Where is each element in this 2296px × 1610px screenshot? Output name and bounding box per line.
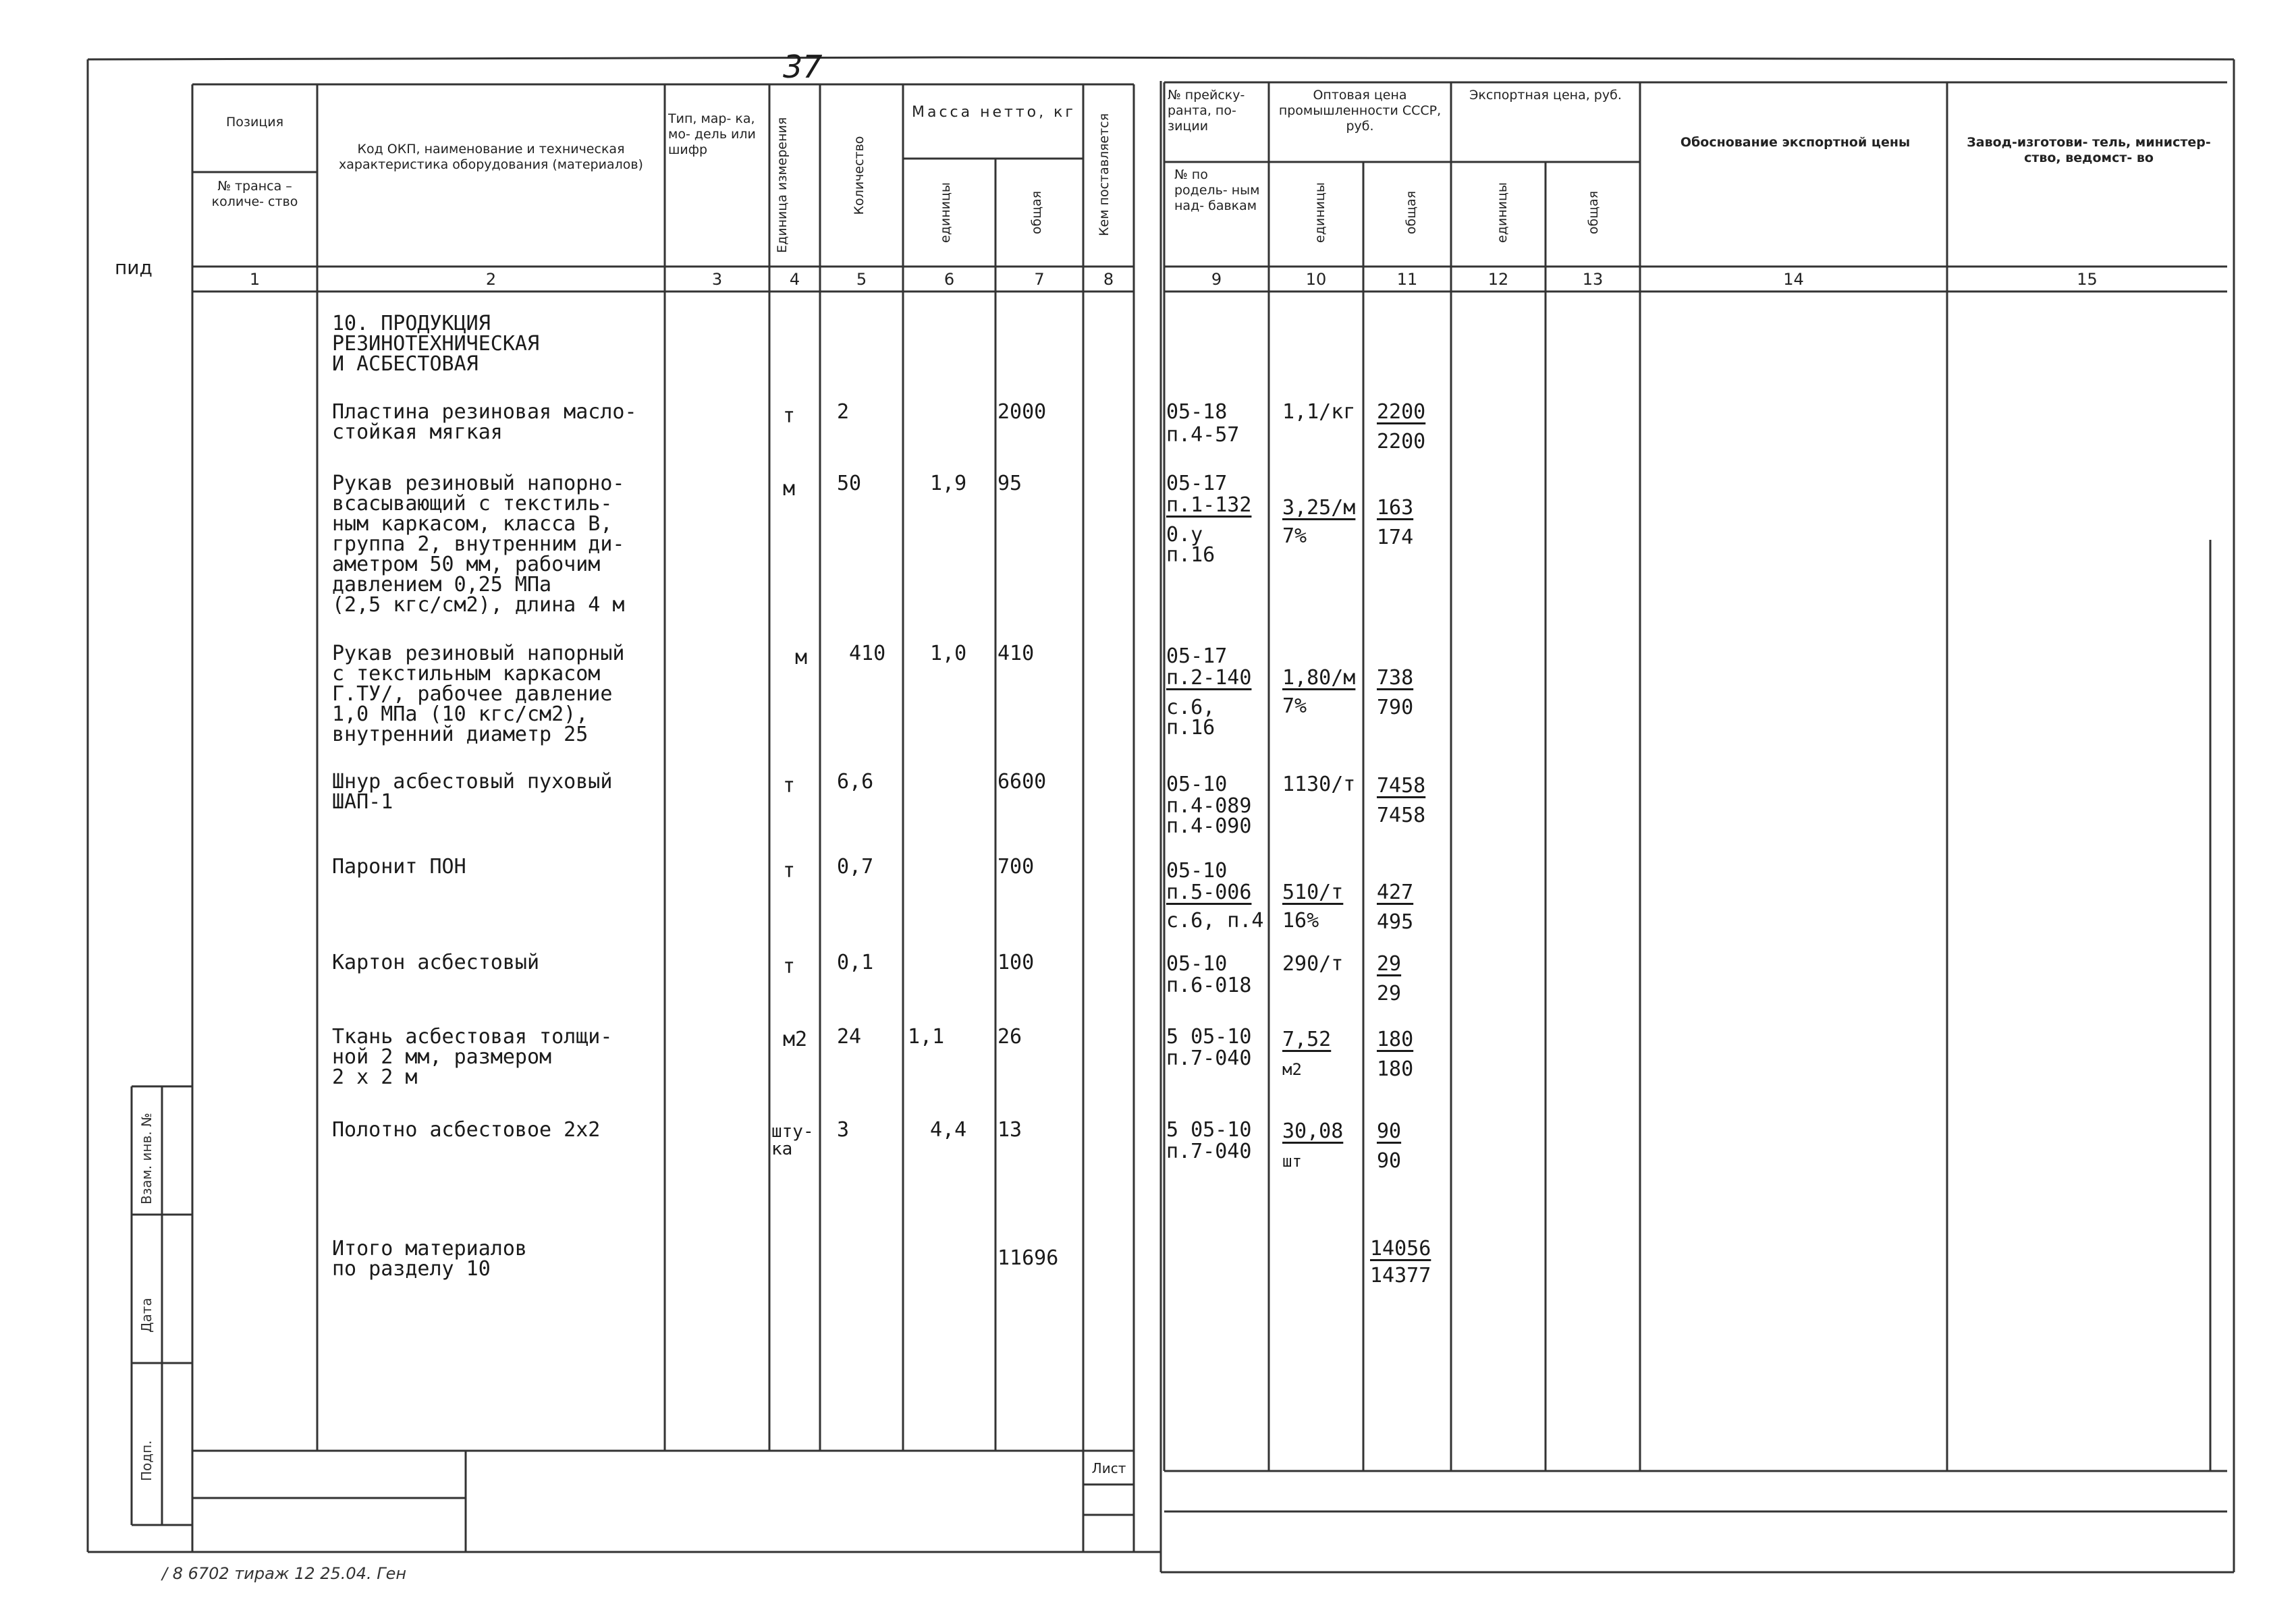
item-name: Паронит ПОН bbox=[332, 855, 466, 879]
item-price-total: 163 bbox=[1377, 496, 1414, 520]
col-number: 2 bbox=[485, 270, 497, 289]
item-unit: т bbox=[783, 955, 796, 978]
sheet-label: Лист bbox=[1091, 1460, 1126, 1476]
item-price-ref: 5 05-10 bbox=[1166, 1025, 1252, 1049]
item-surcharge-percent: 16% bbox=[1282, 909, 1319, 933]
section-total-price: 14056 bbox=[1370, 1237, 1431, 1260]
item-quantity: 0,7 bbox=[837, 855, 874, 879]
side-label-replace: Взам. инв. № bbox=[138, 1113, 155, 1204]
item-price-ref: 5 05-10 bbox=[1166, 1118, 1252, 1142]
item-price-ref: 05-10 bbox=[1166, 952, 1228, 976]
item-mass-unit: 4,4 bbox=[930, 1118, 967, 1142]
col-number: 14 bbox=[1783, 270, 1804, 289]
section-total-mass: 11696 bbox=[997, 1246, 1059, 1270]
header-mass: Масса нетто, кг bbox=[912, 104, 1076, 121]
page-number: 37 bbox=[783, 49, 823, 85]
header-quantity: Количество bbox=[852, 136, 867, 215]
item-surcharge-ref: с.6, п.4 bbox=[1166, 909, 1264, 933]
item-mass-unit: 1,0 bbox=[930, 642, 967, 665]
item-unit: т bbox=[783, 404, 796, 428]
item-quantity: 3 bbox=[837, 1118, 850, 1142]
section-title: 10. ПРОДУКЦИЯ РЕЗИНОТЕХНИЧЕСКАЯ И АСБЕСТОВАЯ bbox=[332, 312, 540, 376]
stamp-label: пид bbox=[115, 256, 153, 279]
col-number: 9 bbox=[1211, 270, 1222, 289]
item-price-ref-sub: п.4-57 bbox=[1166, 423, 1240, 447]
col-number: 15 bbox=[2077, 270, 2098, 289]
item-name: Ткань асбестовая толщи- ной 2 мм, размером 2 х 2 м bbox=[332, 1025, 613, 1089]
item-surcharge-ref: 0.у п.16 bbox=[1166, 523, 1215, 567]
item-price-unit: 1,1/кг bbox=[1282, 400, 1356, 424]
item-price-ref: 05-17 bbox=[1166, 472, 1228, 495]
item-price-total-adj: 2200 bbox=[1377, 430, 1426, 453]
header-position: Позиция bbox=[225, 115, 284, 130]
col-number: 5 bbox=[856, 270, 867, 289]
header-mass-total: общая bbox=[1029, 190, 1044, 235]
item-price-ref-sub: п.4-089 п.4-090 bbox=[1166, 794, 1252, 838]
item-price-ref-sub: п.6-018 bbox=[1166, 974, 1252, 997]
item-price-total-adj: 7458 bbox=[1377, 804, 1426, 827]
item-quantity: 50 bbox=[837, 472, 862, 495]
item-price-ref-sub: п.2-140 bbox=[1166, 666, 1252, 690]
footer-print-info: / 8 6702 тираж 12 25.04. Ген bbox=[162, 1564, 407, 1583]
side-label-signature: Подп. bbox=[138, 1440, 155, 1481]
item-price-total-adj: 790 bbox=[1377, 696, 1414, 719]
item-mass-total: 26 bbox=[997, 1025, 1022, 1049]
item-mass-total: 410 bbox=[997, 642, 1035, 665]
header-trans-qty: № транса – количе- ство bbox=[211, 179, 298, 209]
item-price-ref: 05-10 bbox=[1166, 859, 1228, 883]
header-price-list: № прейску- ранта, по- зиции bbox=[1168, 88, 1245, 134]
item-mass-total: 100 bbox=[997, 951, 1035, 974]
item-name: Картон асбестовый bbox=[332, 951, 540, 974]
item-name: Шнур асбестовый пуховый ШАП-1 bbox=[332, 770, 613, 814]
item-name: Полотно асбестовое 2х2 bbox=[332, 1118, 601, 1142]
item-price-total: 180 bbox=[1377, 1028, 1414, 1051]
item-price-ref-sub: п.5-006 bbox=[1166, 881, 1252, 904]
item-price-unit: 7,52 bbox=[1282, 1028, 1332, 1051]
item-mass-unit: 1,9 bbox=[930, 472, 967, 495]
item-price-ref: 05-18 bbox=[1166, 400, 1228, 424]
col-number: 7 bbox=[1034, 270, 1045, 289]
header-supplier: Кем поставляется bbox=[1097, 113, 1112, 236]
item-quantity: 6,6 bbox=[837, 770, 874, 794]
item-mass-total: 2000 bbox=[997, 400, 1047, 424]
header-unit: Единица измерения bbox=[775, 117, 790, 253]
item-quantity: 24 bbox=[837, 1025, 862, 1049]
item-price-unit: 30,08 bbox=[1282, 1119, 1344, 1143]
item-mass-total: 6600 bbox=[997, 770, 1047, 794]
col-number: 12 bbox=[1487, 270, 1509, 289]
side-label-date: Дата bbox=[138, 1298, 155, 1333]
header-wholesale-price: Оптовая цена промышленности СССР, руб. bbox=[1278, 88, 1442, 134]
col-number: 8 bbox=[1103, 270, 1114, 289]
item-name: Пластина резиновая масло- стойкая мягкая bbox=[332, 400, 637, 444]
col-number: 11 bbox=[1396, 270, 1418, 289]
header-type-model: Тип, мар- ка, мо- дель или шифр bbox=[668, 111, 756, 157]
item-price-total-adj: 29 bbox=[1377, 982, 1402, 1005]
item-price-ref: 05-10 bbox=[1166, 773, 1228, 796]
col-number: 13 bbox=[1582, 270, 1604, 289]
item-mass-unit: 1,1 bbox=[908, 1025, 945, 1049]
item-quantity: 2 bbox=[837, 400, 850, 424]
item-price-unit: 1130/т bbox=[1282, 773, 1356, 796]
header-export-total: общая bbox=[1586, 190, 1601, 235]
item-price-total: 90 bbox=[1377, 1119, 1402, 1143]
col-number: 3 bbox=[711, 270, 723, 289]
item-price-unit: 3,25/м bbox=[1282, 496, 1356, 520]
item-price-total-adj: 495 bbox=[1377, 910, 1414, 934]
item-name: Рукав резиновый напорно- всасывающий с текстиль- ным каркасом, класса В, группа 2, внутренним ди- аметром 50 мм, рабочим давлением 0,25 МПа (2,5 кгс/см2), длина 4 м bbox=[332, 472, 625, 617]
header-mass-unit: единицы bbox=[938, 182, 953, 243]
item-mass-total: 13 bbox=[997, 1118, 1022, 1142]
header-code-name: Код ОКП, наименование и техническая характеристика оборудования (материалов) bbox=[339, 142, 643, 172]
item-unit: м bbox=[783, 477, 796, 501]
item-unit: шту- ка bbox=[771, 1121, 814, 1159]
col-number: 10 bbox=[1305, 270, 1327, 289]
item-price-total: 738 bbox=[1377, 666, 1414, 690]
item-price-ref-sub: п.1-132 bbox=[1166, 493, 1252, 517]
item-name: Рукав резиновый напорный с текстильным каркасом Г.ТУ/, рабочее давление 1,0 МПа (10 кгс/см2), внутренний диаметр 25 bbox=[332, 642, 625, 746]
item-price-unit: 1,80/м bbox=[1282, 666, 1356, 690]
item-price-ref: 05-17 bbox=[1166, 644, 1228, 668]
item-price-total: 427 bbox=[1377, 881, 1414, 904]
item-price-total: 7458 bbox=[1377, 774, 1426, 798]
header-wholesale-total: общая bbox=[1404, 190, 1419, 235]
item-unit: м bbox=[795, 646, 808, 669]
header-export-unit: единицы bbox=[1495, 182, 1510, 243]
col-number: 4 bbox=[789, 270, 800, 289]
item-price-total-adj: 180 bbox=[1377, 1057, 1414, 1081]
item-price-total: 2200 bbox=[1377, 400, 1426, 424]
item-unit: т bbox=[783, 774, 796, 798]
item-quantity: 410 bbox=[849, 642, 886, 665]
item-surcharge-ref: с.6, п.16 bbox=[1166, 696, 1215, 740]
header-manufacturer: Завод-изготови- тель, министер- ство, ведомст- во bbox=[1967, 135, 2211, 165]
item-surcharge-percent: 7% bbox=[1282, 524, 1307, 548]
col-number: 1 bbox=[249, 270, 261, 289]
col-number: 6 bbox=[944, 270, 955, 289]
item-price-unit: 290/т bbox=[1282, 952, 1344, 976]
item-price-total-adj: 174 bbox=[1377, 526, 1414, 549]
item-price-ref-sub: п.7-040 bbox=[1166, 1140, 1252, 1163]
item-unit: м2 bbox=[783, 1028, 808, 1051]
header-export-price: Экспортная цена, руб. bbox=[1469, 88, 1622, 103]
item-price-total: 29 bbox=[1377, 952, 1402, 976]
item-unit: т bbox=[783, 859, 796, 883]
header-export-justification: Обоснование экспортной цены bbox=[1680, 135, 1911, 150]
header-surcharge: № по родель- ным над- бавкам bbox=[1174, 167, 1260, 213]
header-wholesale-unit: единицы bbox=[1313, 182, 1328, 243]
item-quantity: 0,1 bbox=[837, 951, 874, 974]
item-mass-total: 95 bbox=[997, 472, 1022, 495]
section-total-label: Итого материалов по разделу 10 bbox=[332, 1237, 527, 1281]
section-total-price-adj: 14377 bbox=[1370, 1264, 1431, 1287]
item-price-ref-sub: п.7-040 bbox=[1166, 1047, 1252, 1070]
item-mass-total: 700 bbox=[997, 855, 1035, 879]
item-price-total-adj: 90 bbox=[1377, 1149, 1402, 1173]
item-price-unit-measure: шт bbox=[1282, 1152, 1302, 1171]
item-price-unit-measure: м2 bbox=[1282, 1060, 1302, 1079]
item-price-unit: 510/т bbox=[1282, 881, 1344, 904]
item-surcharge-percent: 7% bbox=[1282, 694, 1307, 718]
